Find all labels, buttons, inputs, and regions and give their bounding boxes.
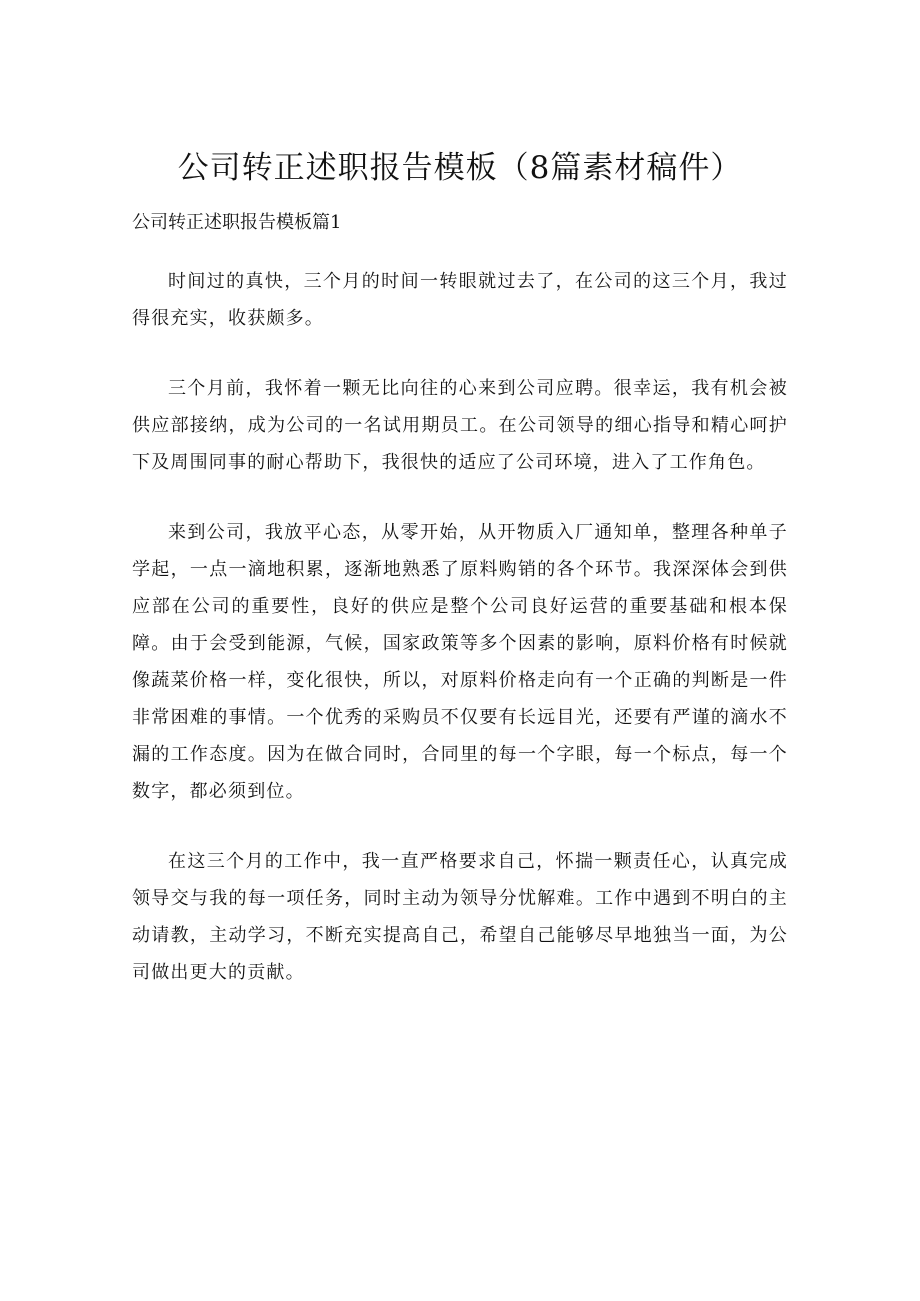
document-body: [132, 263, 788, 1024]
document-title: 公司转正述职报告模板（8篇素材稿件）: [177, 150, 743, 186]
paragraph-2: 三个月前，我怀着一颗无比向往的心来到公司应聘。很幸运，我有机会被供应部接纳，成为公司的一名试用期员工。在公司领导的细心指导和精心呵护下及周围同事的耐心帮助下，我很快的适应了公司环境，进入了工作角色。: [132, 378, 788, 473]
section-heading: 公司转正述职报告模板篇1: [132, 212, 342, 233]
paragraph-1: 时间过的真快，三个月的时间一转眼就过去了，在公司的这三个月，我过得很充实，收获颇多。: [132, 271, 788, 329]
paragraph-4: 在这三个月的工作中，我一直严格要求自己，怀揣一颗责任心，认真完成领导交与我的每一项任务，同时主动为领导分忧解难。工作中遇到不明白的主动请教，主动学习，不断充实提高自己，希望自己能够尽早地独当一面，为公司做出更大的贡献。: [132, 851, 788, 983]
paragraph-3: 来到公司，我放平心态，从零开始，从开物质入厂通知单，整理各种单子学起，一点一滴地积累，逐渐地熟悉了原料购销的各个环节。我深深体会到供应部在公司的重要性，良好的供应是整个公司良好运营的重要基础和根本保障。由于会受到能源，气候，国家政策等多个因素的影响，原料价格有时候就像蔬菜价格一样，变化很快，所以，对原料价格走向有一个正确的判断是一件非常困难的事情。一个优秀的采购员不仅要有长远目光，还要有严谨的滴水不漏的工作态度。因为在做合同时，合同里的每一个字眼，每一个标点，每一个数字，都必须到位。: [132, 522, 788, 802]
